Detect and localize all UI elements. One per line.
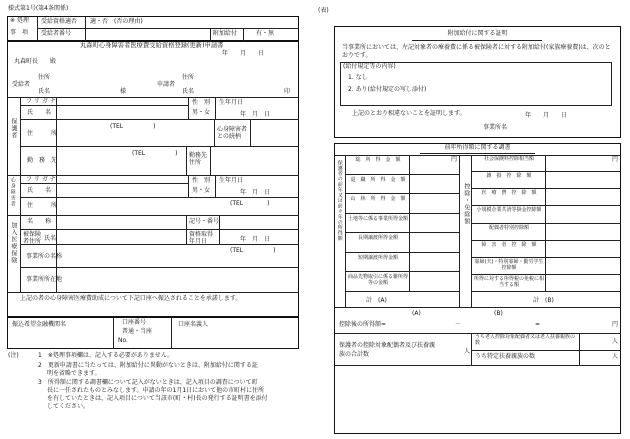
income-left-item: 商品先物取引に係る雑所得等の金額 bbox=[348, 274, 409, 287]
note-3d: してください。 bbox=[47, 403, 90, 410]
office-name-label: 事業所の名称 bbox=[26, 253, 63, 260]
recipient-name-label: 氏名 bbox=[38, 88, 51, 95]
guardian-birth-value: 年 月 日 bbox=[240, 111, 271, 118]
guardian-section: 保護者 bbox=[9, 118, 17, 139]
disabled-name: 氏 名 bbox=[27, 187, 52, 194]
form-number: 様式第1号(第4条関係) bbox=[8, 5, 69, 12]
form-title: 丸森町心身障害者医療費受給資格登録(更新)申請書 bbox=[80, 42, 224, 49]
income-left-item: 退 職 所 得 金 額 bbox=[350, 176, 406, 183]
income-left-item: 長期譲渡所得金額 bbox=[357, 235, 398, 242]
income-right-item: 所得に対する所得税の免税に相当する額 bbox=[474, 275, 545, 288]
spouse-person: 人 bbox=[464, 348, 471, 355]
guardian-address: 住 所 bbox=[27, 130, 58, 137]
additional-label: 附加給付 bbox=[213, 30, 238, 37]
note-2b: 明を省略できます。 bbox=[47, 370, 101, 377]
diff-label: 控除後の所得額= bbox=[339, 321, 387, 328]
specific-label: うち特定扶養親族の数 bbox=[475, 353, 536, 360]
income-left-item: 短期譲渡所得金額 bbox=[357, 254, 398, 261]
applicant-address-label: 住所 bbox=[182, 74, 195, 81]
note-3a: 3 所得額に関する調書欄について記入がないときは、記入項目の調査について町 bbox=[38, 379, 258, 386]
qualify-value: 年 月 日 bbox=[240, 236, 271, 243]
insured-label: 被保険者住所 bbox=[23, 231, 42, 245]
disabled-tel: (TEL ) bbox=[230, 200, 270, 207]
income-right-item: 寡婦(夫)・特別寡婦・勤労学生控除額 bbox=[474, 258, 544, 271]
income-right-item: 雑 損 控 除 額 bbox=[486, 173, 532, 180]
income-right-item: 配偶者特別控除額 bbox=[488, 224, 529, 231]
note-3c: を有していたときは、記入項目について当該市(町・村)長の発行する証明書を添付 bbox=[47, 395, 268, 402]
income-right-item: 社会保険料控除相当額 bbox=[483, 156, 534, 162]
recipient-no-label: 受給者番号 bbox=[41, 30, 72, 37]
diff-minus: － bbox=[455, 321, 462, 328]
additional-cert-title: 附加給付に関する証明 bbox=[447, 30, 508, 37]
yen-diff: 円 bbox=[612, 321, 619, 328]
guardian-tel: (TEL ) bbox=[110, 123, 156, 130]
income-title: 前年所得額に関する調書 bbox=[444, 144, 511, 151]
income-left-item: 山 林 所 得 金 額 bbox=[350, 196, 406, 203]
total-b-label: 計 (B) bbox=[533, 297, 554, 304]
form-date: 年 月 日 bbox=[222, 50, 265, 57]
income-right-item: 障 害 者 控 除 額 bbox=[481, 241, 537, 248]
yen-left: 円 bbox=[451, 156, 458, 163]
notes-label: (注) bbox=[8, 352, 19, 359]
note-2a: 2 更新申請書に当たっては、附加給付に異動がないときは、附加給付に関する証 bbox=[38, 362, 258, 369]
disabled-sex-label: 性 別 bbox=[192, 177, 211, 184]
office-tel: (TEL ) bbox=[230, 247, 276, 254]
account-type: 普通・当座 bbox=[122, 328, 153, 335]
note-3b: 長に一任されたものとみなします。申請の年の1月1日において他の市町村に住所 bbox=[47, 387, 265, 394]
benefit-item-2: 2. あり(給付規定の写し添付) bbox=[348, 86, 427, 93]
qualify-label: 資格取得年月日 bbox=[189, 231, 214, 245]
guardian-sex-value: 男・女 bbox=[192, 109, 211, 116]
bank-label: 振込希望金融機関名 bbox=[12, 321, 67, 328]
guardian-work-tel: (TEL ) bbox=[132, 150, 178, 157]
back-label: (表) bbox=[318, 7, 329, 14]
consent-text: 上記の者の心身障害医療費助成について下記口座へ振込されることを承諾します。 bbox=[20, 295, 242, 302]
account-no: No. bbox=[118, 337, 128, 344]
disabled-section: 心身障害者 bbox=[9, 177, 16, 207]
certify-date: 年 月 日 bbox=[525, 112, 568, 119]
benefit-box-label: (給付規定等の内容) bbox=[343, 63, 396, 70]
income-left-item: 総 所 得 金 額 bbox=[355, 157, 401, 163]
insurance-section: 加入医療保険 bbox=[9, 222, 17, 264]
matter-col: 事 項 bbox=[10, 29, 29, 36]
income-side-left: 保護者の前年又は前々年の所得額 bbox=[336, 160, 343, 241]
elder-label: うち老人控除対象配偶者又は老人扶養親族の数 bbox=[475, 334, 576, 346]
insurance-symbol-label: 記号・番号 bbox=[189, 218, 220, 225]
additional-value: 有・無 bbox=[256, 30, 275, 37]
specific-person: 人 bbox=[612, 353, 619, 360]
income-right-item: 医 療 費 控 除 額 bbox=[481, 190, 537, 197]
diff-eq: = bbox=[535, 321, 541, 328]
process-col: ※ 処理 bbox=[10, 17, 29, 24]
insured-name-label: 氏名 bbox=[44, 235, 57, 242]
additional-cert-text: 当事業所においては、左記対象者の療養費に係る被保険者に対する附加給付(家族療養費)は、次のとおりです。 bbox=[342, 44, 611, 60]
total-a-label: 計 (A) bbox=[366, 297, 387, 304]
certify-text: 上記のとおり相違ないことを証明します。 bbox=[352, 110, 466, 117]
income-left-item: 土地等に係る事業所得金額 bbox=[348, 215, 409, 222]
eligibility-label: 受給資格適否 bbox=[41, 18, 78, 25]
seal-mark: 印 bbox=[284, 88, 291, 95]
disabled-furigana: フ リ ガ ナ bbox=[26, 176, 56, 183]
guardian-sex-label: 性 別 bbox=[192, 99, 211, 106]
disabled-sex-value: 男・女 bbox=[192, 187, 211, 194]
diff-a: (A) bbox=[412, 310, 421, 317]
benefit-item-1: 1. なし bbox=[348, 74, 368, 81]
eligibility-value: 適・否 (否の理由) bbox=[90, 18, 143, 25]
guardian-birth-label: 生年月日 bbox=[219, 99, 244, 106]
guardian-name: 氏 名 bbox=[27, 109, 52, 116]
account-label: 口座番号 bbox=[122, 319, 147, 326]
disabled-birth-label: 生年月日 bbox=[219, 177, 244, 184]
applicant-name-label: 氏名 bbox=[182, 88, 195, 95]
guardian-relation-label: 心身障害者との続柄 bbox=[217, 126, 248, 140]
income-side-mid: 控除・免除額 bbox=[462, 183, 470, 225]
disabled-address: 住 所 bbox=[27, 202, 58, 209]
guardian-work-label: 勤 務 先 bbox=[27, 157, 58, 164]
insurance-name-label: 名 称 bbox=[27, 218, 52, 225]
office-name-label-right: 事業所名 bbox=[483, 124, 508, 131]
yen-right: 円 bbox=[612, 156, 619, 163]
guardian-work-addr-label: 勤務先住所 bbox=[189, 152, 208, 166]
office-addr-label: 事業所所在地 bbox=[26, 276, 63, 283]
applicant-label: 申請者 bbox=[157, 81, 176, 88]
note-1: 1 ※処理事項欄は、記入する必要がありません。 bbox=[38, 352, 174, 359]
recipient-address-label: 住所 bbox=[38, 74, 51, 81]
diff-b: (B) bbox=[494, 310, 503, 317]
disabled-birth-value: 年 月 日 bbox=[240, 189, 271, 196]
guardian-furigana: フ リ ガ ナ bbox=[26, 98, 56, 105]
holder-label: 口座名義人 bbox=[178, 321, 209, 328]
income-right-item: 小規模企業共済等掛金控除額 bbox=[476, 207, 542, 214]
sama-mark: 様 bbox=[120, 88, 127, 95]
addressee: 丸森町長 殿 bbox=[14, 58, 57, 65]
elder-person: 人 bbox=[612, 338, 619, 345]
spouse-label: 保護者の控除対象配偶者及び扶養親族の合計数 bbox=[339, 342, 436, 358]
recipient-label: 受給者 bbox=[12, 81, 31, 88]
